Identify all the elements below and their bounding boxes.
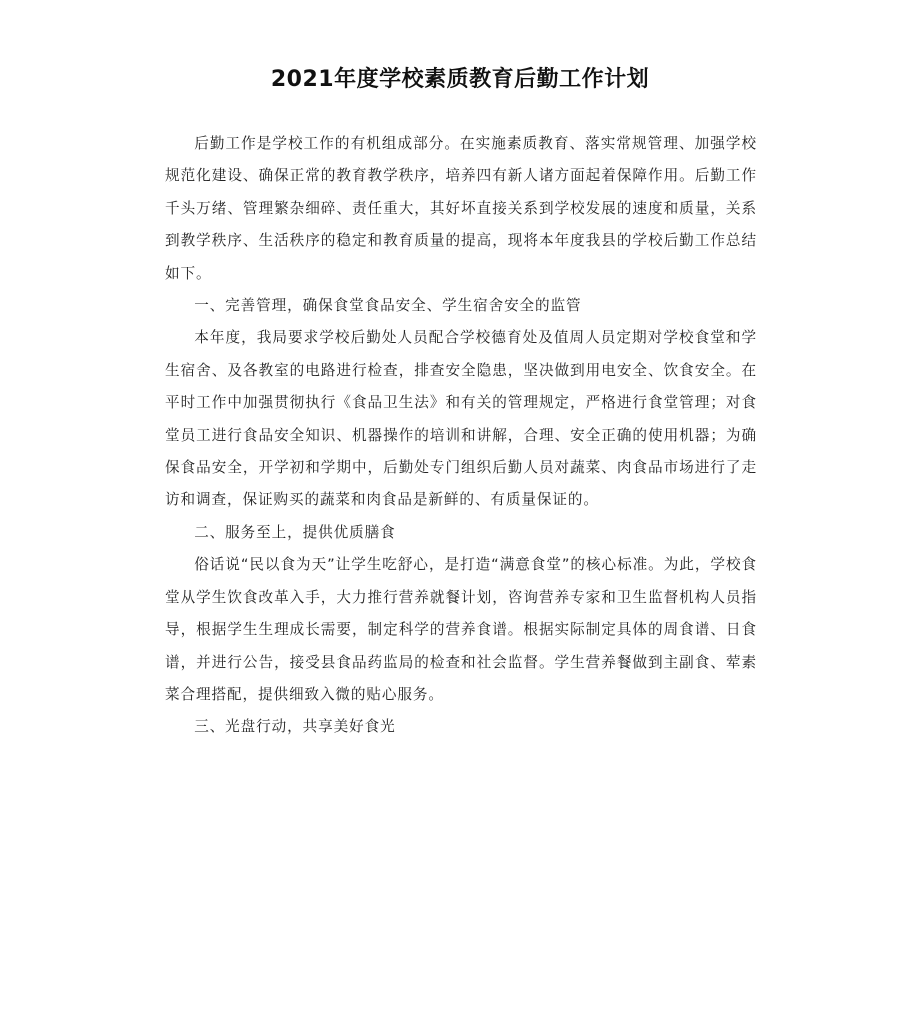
section-paragraph-1: 本年度，我局要求学校后勤处人员配合学校德育处及值周人员定期对学校食堂和学生宿舍、及各教室的电路进行检查，排查安全隐患，坚决做到用电安全、饮食安全。在平时工作中加强贯彻执行《食品卫生法》和有关的管理规定，严格进行食堂管理；对食堂员工进行食品安全知识、机器操作的培训和讲解，合理、安全正确的使用机器；为确保食品安全，开学初和学期中，后勤处专门组织后勤人员对蔬菜、肉食品市场进行了走访和调查，保证购买的蔬菜和肉食品是新鲜的、有质量保证的。 xyxy=(165,329,757,509)
section-heading-3: 三、光盘行动，共享美好食光 xyxy=(194,718,396,736)
intro-paragraph: 后勤工作是学校工作的有机组成部分。在实施素质教育、落实常规管理、加强学校规范化建设、确保正常的教育教学秩序，培养四有新人诸方面起着保障作用。后勤工作千头万绪、管理繁杂细碎、责任重大，其好坏直接关系到学校发展的速度和质量，关系到教学秩序、生活秩序的稳定和教育质量的提高，现将本年度我县的学校后勤工作总结如下。 xyxy=(165,135,757,282)
section-paragraph-2: 俗话说“民以食为天”让学生吃舒心，是打造“满意食堂”的核心标准。为此，学校食堂从学生饮食改革入手，大力推行营养就餐计划，咨询营养专家和卫生监督机构人员指导，根据学生生理成长需要，制定科学的营养食谱。根据实际制定具体的周食谱、日食谱，并进行公告，接受县食品药监局的检查和社会监督。学生营养餐做到主副食、荤素菜合理搭配，提供细致入微的贴心服务。 xyxy=(165,556,757,703)
section-heading-2: 二、服务至上，提供优质膳食 xyxy=(194,523,396,541)
document-body xyxy=(165,128,757,744)
section-heading-1: 一、完善管理，确保食堂食品安全、学生宿舍安全的监管 xyxy=(194,297,582,315)
document-title: 2021年度学校素质教育后勤工作计划 xyxy=(270,67,650,92)
